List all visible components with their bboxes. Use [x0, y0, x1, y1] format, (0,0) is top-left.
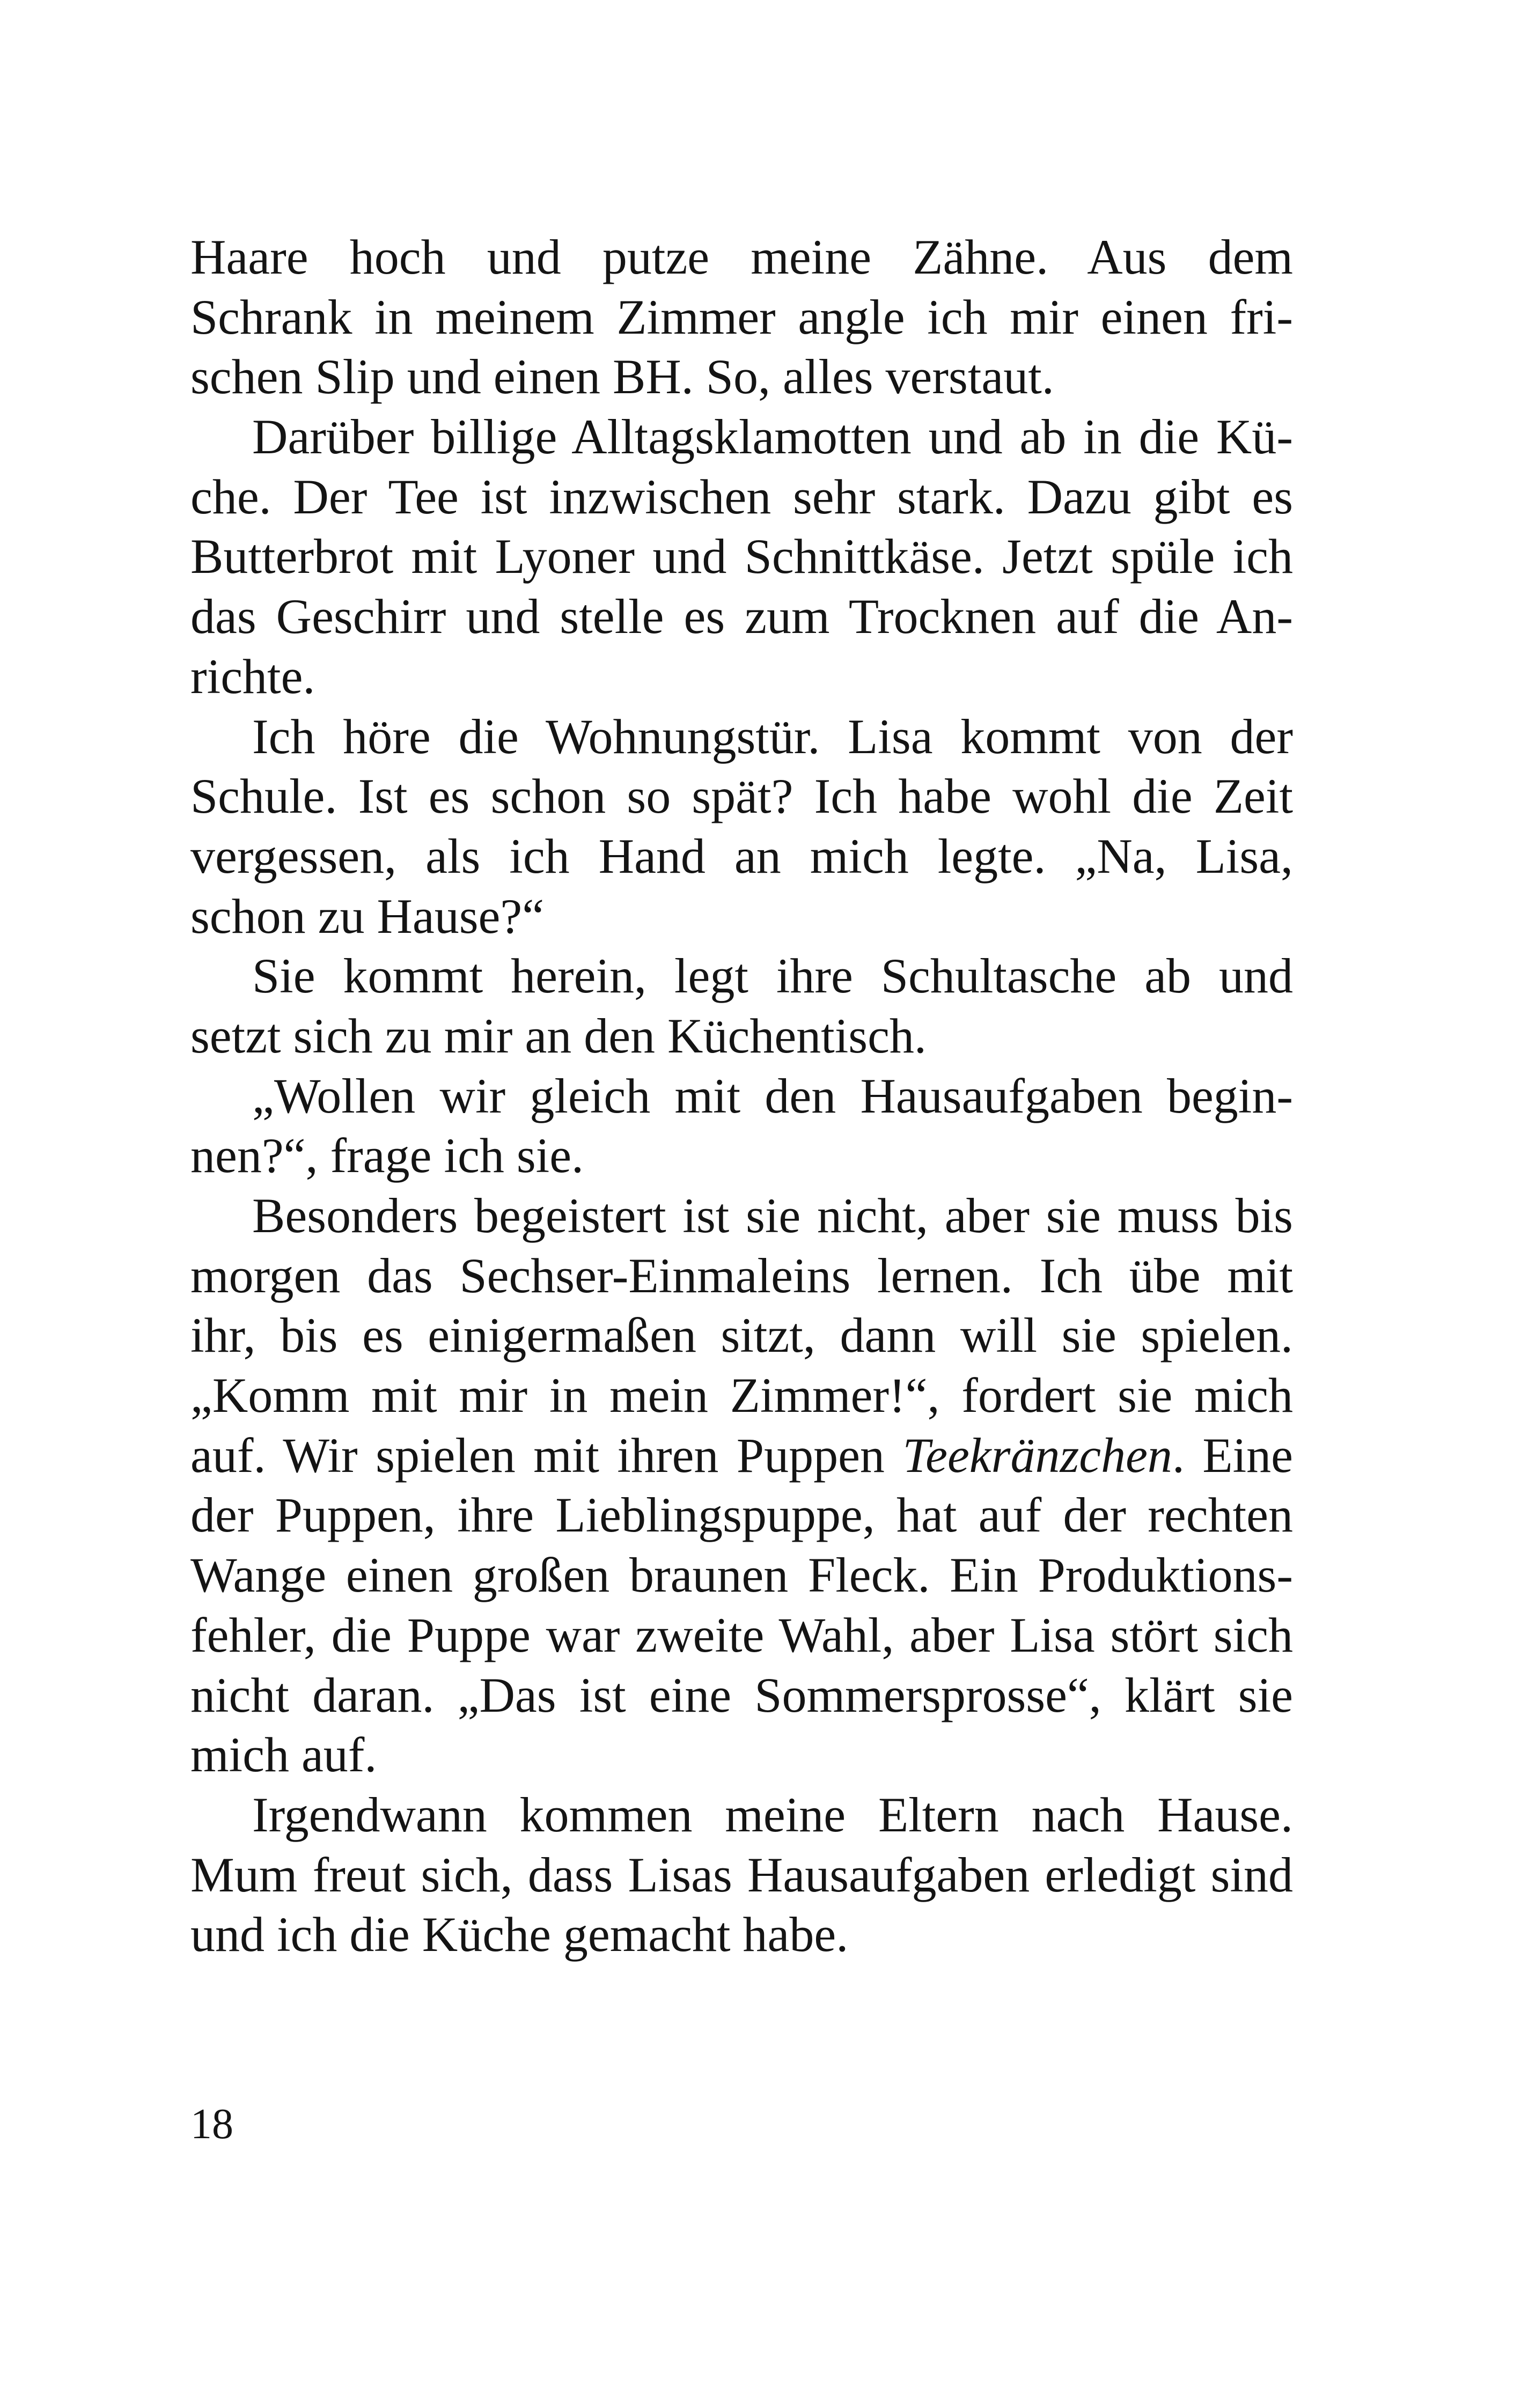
text-line: setzt sich zu mir an den Küchentisch.	[190, 1008, 927, 1063]
body-text	[190, 227, 1293, 1965]
italic-title: Teekränzchen	[902, 1427, 1172, 1483]
text-line: schon zu Hause?“	[190, 888, 545, 944]
page-number: 18	[190, 2101, 233, 2148]
text-line: richte.	[190, 649, 315, 704]
text-segment: auf. Wir spielen mit ihren Puppen	[190, 1427, 903, 1483]
text-line: schen Slip und einen BH. So, alles verstaut.	[190, 349, 1054, 404]
text-line: nen?“, frage ich sie.	[190, 1128, 584, 1183]
text-line: „Komm mit mir in mein Zimmer!“, fordert sie mich	[190, 1368, 1293, 1423]
text-line: ihr, bis es einigermaßen sitzt, dann will sie spielen.	[190, 1308, 1293, 1363]
text-line: Sie kommt herein, legt ihre Schultasche ab und	[252, 948, 1293, 1004]
text-line: das Geschirr und stelle es zum Trocknen auf die An-	[190, 589, 1293, 644]
text-line: Haare hoch und putze meine Zähne. Aus dem	[190, 230, 1293, 284]
text-line: Wange einen großen braunen Fleck. Ein Produktions-	[190, 1548, 1293, 1603]
text-line: Butterbrot mit Lyoner und Schnittkäse. Jetzt spüle ich	[190, 529, 1293, 584]
text-line: Mum freut sich, dass Lisas Hausaufgaben erledigt sind	[190, 1847, 1293, 1902]
text-line: Schule. Ist es schon so spät? Ich habe wohl die Zeit	[190, 769, 1293, 824]
text-line: mich auf.	[190, 1727, 377, 1783]
text-line: Besonders begeistert ist sie nicht, aber sie muss bis	[252, 1188, 1293, 1243]
text-line: Ich höre die Wohnungstür. Lisa kommt von der	[252, 709, 1293, 764]
text-line: vergessen, als ich Hand an mich legte. „Na, Lisa,	[190, 828, 1293, 883]
text-line: Darüber billige Alltagsklamotten und ab in die Kü-	[252, 409, 1293, 465]
text-segment: . Eine	[1172, 1427, 1294, 1483]
text-line: fehler, die Puppe war zweite Wahl, aber Lisa stört sich	[190, 1607, 1293, 1662]
text-line: Irgendwann kommen meine Eltern nach Hause.	[252, 1787, 1293, 1842]
text-line: morgen das Sechser-Einmaleins lernen. Ich übe mit	[190, 1248, 1293, 1303]
text-line: Schrank in meinem Zimmer angle ich mir einen fri-	[190, 289, 1293, 344]
text-line: che. Der Tee ist inzwischen sehr stark. Dazu gibt es	[190, 469, 1293, 524]
text-line: der Puppen, ihre Lieblingspuppe, hat auf der rechten	[190, 1487, 1293, 1543]
text-line: „Wollen wir gleich mit den Hausaufgaben begin-	[252, 1068, 1293, 1123]
text-line-with-italic	[190, 1426, 1293, 1486]
text-line: nicht daran. „Das ist eine Sommersprosse“, klärt sie	[190, 1667, 1293, 1722]
text-line: und ich die Küche gemacht habe.	[190, 1907, 849, 1962]
